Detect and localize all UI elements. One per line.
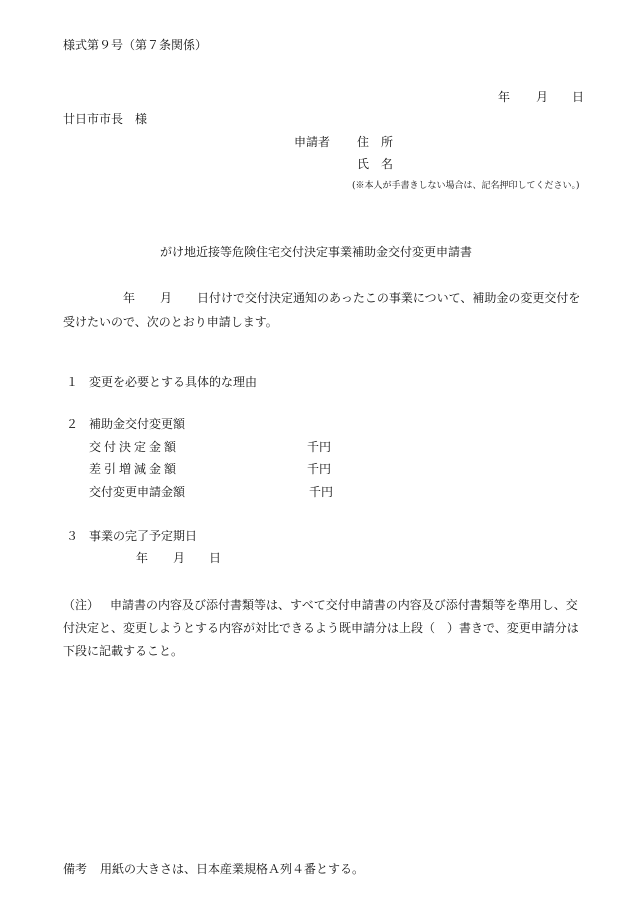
amount-row-label: 差引増減金額 [89, 462, 180, 476]
address-label: 住 所 [357, 135, 394, 149]
section3-heading: 事業の完了予定期日 [89, 529, 198, 543]
note-text-line1: 申請書の内容及び添付書類等は、すべて交付申請書の内容及び添付書類等を準用し、交 [110, 598, 578, 612]
section1-heading: 変更を必要とする具体的な理由 [89, 375, 258, 389]
amount-row-label: 交付決定金額 [89, 440, 180, 454]
form-number: 様式第９号（第７条関係） [63, 38, 208, 52]
note-text-line3: 下段に記載すること。 [63, 644, 184, 658]
completion-month-label: 月 [173, 551, 186, 565]
name-label: 氏 名 [357, 157, 394, 171]
section3-number: ３ [66, 529, 79, 543]
document-title: がけ地近接等危険住宅交付決定事業補助金交付変更申請書 [160, 245, 473, 259]
completion-year-label: 年 [136, 551, 149, 565]
amount-row-unit: 千円 [307, 440, 332, 454]
completion-day-label: 日 [209, 551, 222, 565]
remarks-label: 備考 [63, 862, 88, 876]
amount-row-unit: 千円 [307, 462, 332, 476]
applicant-note: (※本人が手書きしない場合は、記名押印してください。) [352, 181, 580, 191]
addressee: 廿日市市長 様 [63, 112, 148, 126]
date-day-label: 日 [572, 90, 585, 104]
intro-text-line2: 受けたいので、次のとおり申請します。 [63, 315, 278, 329]
section2-number: ２ [66, 417, 79, 431]
intro-year-label: 年 [123, 291, 136, 305]
section1-number: １ [66, 375, 79, 389]
intro-month-label: 月 [160, 291, 173, 305]
date-month-label: 月 [536, 90, 549, 104]
note-text-line2: 付決定と、変更しようとする内容が対比できるよう既申請分は上段（ ）書きで、変更申請分は [63, 621, 579, 635]
remarks-text: 用紙の大きさは、日本産業規格Ａ列４番とする。 [100, 862, 365, 876]
note-label: （注） [63, 598, 100, 612]
date-year-label: 年 [498, 90, 511, 104]
intro-text-line1: 日付けで交付決定通知のあったこの事業について、補助金の変更交付を [197, 291, 581, 305]
amount-row-label: 交付変更申請金額 [89, 485, 186, 499]
applicant-label: 申請者 [294, 135, 331, 149]
amount-row-unit: 千円 [309, 485, 334, 499]
section2-heading: 補助金交付変更額 [89, 417, 186, 431]
